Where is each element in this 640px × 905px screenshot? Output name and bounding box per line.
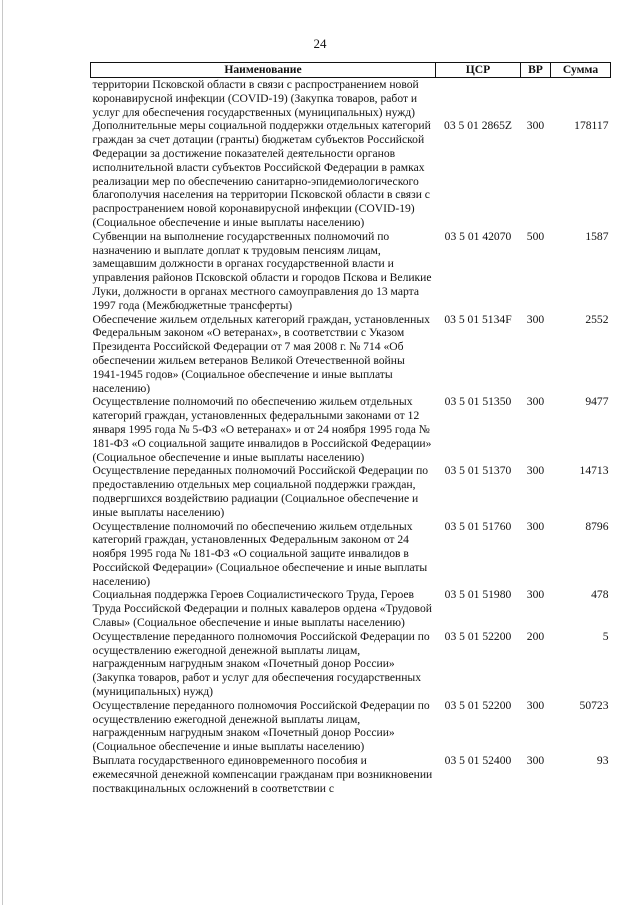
table-row [91, 395, 611, 464]
row-vr: 200 [526, 629, 545, 643]
header-name: Наименование [91, 63, 436, 78]
table-row [91, 464, 611, 519]
row-sum: 14713 [579, 464, 609, 478]
row-name: Осуществление переданных полномочий Российской Федерации по предоставлению отдельных мер социальной поддержки граждан, подвергшихся воздействию радиации (Социальное обеспечение и иные выплаты населению) [92, 464, 429, 519]
row-csr: 03 5 01 2865Z [444, 119, 512, 133]
row-vr: 500 [526, 229, 545, 243]
table-row [91, 119, 611, 229]
table-row [91, 313, 611, 396]
row-name: территории Псковской области в связи с распространением новой коронавирусной инфекции (COVID-19) (Закупка товаров, работ и услуг для обеспечения государственных (муниципальных) нужд) [92, 78, 419, 119]
row-vr: 300 [526, 754, 545, 768]
row-name: Субвенции на выполнение государственных полномочий по назначению и выплате доплат к трудовым пенсиям лицам, замещавшим должности в органах государственной власти и управления районов Псковской области и городов Пскова и Великие Луки, должности в органах местного самоуправления до 13 марта 1997 года (Межбюджетные трансферты) [92, 229, 432, 312]
row-sum: 93 [596, 754, 609, 768]
row-sum: 2552 [585, 312, 609, 326]
row-sum: 178117 [574, 119, 609, 133]
row-sum: 50723 [579, 698, 609, 712]
budget-table [90, 62, 611, 795]
row-csr: 03 5 01 42070 [444, 229, 512, 243]
row-sum: 8796 [585, 519, 609, 533]
table-row [91, 754, 611, 795]
row-vr: 300 [526, 588, 545, 602]
table-row [91, 230, 611, 313]
row-vr: 300 [526, 464, 545, 478]
row-csr: 03 5 01 52200 [444, 698, 512, 712]
row-csr: 03 5 01 5134F [444, 312, 512, 326]
row-csr: 03 5 01 51760 [444, 519, 512, 533]
row-csr: 03 5 01 51350 [444, 395, 512, 409]
row-csr: 03 5 01 51370 [444, 464, 512, 478]
row-name: Осуществление полномочий по обеспечению жильем отдельных категорий граждан, установленных федеральными законами от 12 января 1995 года № 5-ФЗ «О ветеранах» и от 24 ноября 1995 года № 181-ФЗ «О социальной защите инвалидов в Российской Федерации» (Социальное обеспечение и иные выплаты населению) [92, 395, 432, 464]
page-edge-line [2, 0, 3, 905]
row-name: Осуществление полномочий по обеспечению жильем отдельных категорий граждан, установленных Федеральным законом от 24 ноября 1995 года № 181-ФЗ «О социальной защите инвалидов в Российской Федерации» (Социальное обеспечение и иные выплаты населению) [92, 519, 428, 588]
page-number: 24 [313, 36, 327, 51]
row-name: Осуществление переданного полномочия Российской Федерации по осуществлению ежегодной денежной выплаты лицам, награжденным нагрудным знаком «Почетный донор России» (Социальное обеспечение и иные выплаты населению) [92, 698, 430, 754]
row-name: Выплата государственного единовременного пособия и ежемесячной денежной компенсации гражданам при возникновении поствакцинальных осложнений в соответствии с [92, 754, 433, 795]
row-sum: 1587 [585, 229, 609, 243]
header-csr: ЦСР [436, 63, 521, 78]
row-vr: 300 [526, 698, 545, 712]
row-csr: 03 5 01 51980 [444, 588, 512, 602]
row-sum: 478 [591, 588, 609, 602]
row-name: Дополнительные меры социальной поддержки отдельных категорий граждан за счет дотации (гранты) бюджетам субъектов Российской Федерации за достижение показателей деятельности органов исполнительной власти субъектов Российской Федерации в рамках реализации мер по обеспечению санитарно-эпидемиологического благополучия населения на территории Псковской области в связи с распространением новой коронавирусной инфекции (COVID-19) (Социальное обеспечение и иные выплаты населению) [92, 119, 431, 229]
row-csr: 03 5 01 52200 [444, 629, 512, 643]
row-sum: 5 [602, 629, 609, 643]
table-row [91, 78, 611, 120]
row-vr: 300 [526, 519, 545, 533]
row-sum [551, 78, 611, 120]
row-csr [436, 78, 521, 120]
table-row [91, 630, 611, 699]
header-sum: Сумма [551, 63, 611, 78]
row-name: Социальная поддержка Героев Социалистического Труда, Героев Труда Российской Федерации и полных кавалеров ордена «Трудовой Славы» (Социальное обеспечение и иные выплаты населению) [92, 588, 432, 630]
row-vr [521, 78, 551, 120]
table-header-row [91, 63, 611, 78]
table-row [91, 588, 611, 629]
table-row [91, 520, 611, 589]
row-vr: 300 [526, 119, 545, 133]
header-vr: ВР [521, 63, 551, 78]
table-row [91, 699, 611, 754]
row-vr: 300 [526, 395, 545, 409]
row-name: Обеспечение жильем отдельных категорий граждан, установленных Федеральным законом «О ветеранах», в соответствии с Указом Президента Российской Федерации от 7 мая 2008 г. № 714 «Об обеспечении жильем ветеранов Великой Отечественной войны 1941-1945 годов» (Социальное обеспечение и иные выплаты населению) [92, 312, 430, 395]
row-sum: 9477 [585, 395, 609, 409]
row-csr: 03 5 01 52400 [444, 754, 512, 768]
row-name: Осуществление переданного полномочия Российской Федерации по осуществлению ежегодной денежной выплаты лицам, награжденным нагрудным знаком «Почетный донор России» (Закупка товаров, работ и услуг для обеспечения государственных (муниципальных) нужд) [92, 629, 430, 699]
row-vr: 300 [526, 312, 545, 326]
